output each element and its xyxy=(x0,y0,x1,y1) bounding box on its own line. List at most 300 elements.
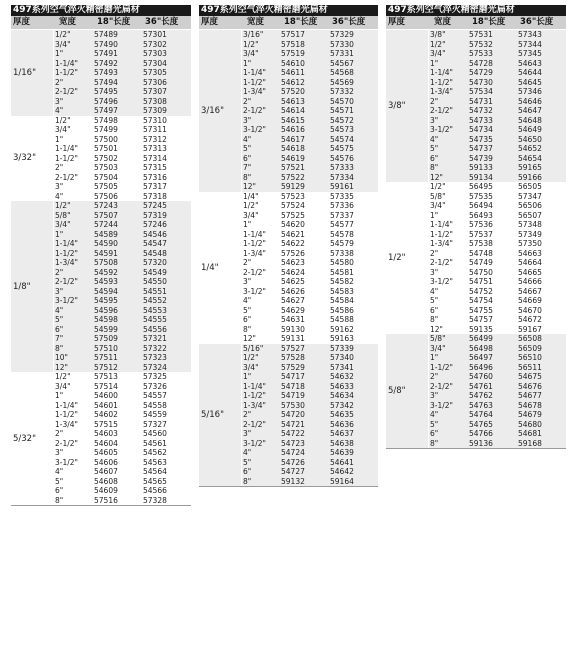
width-cell: 1-3/4" xyxy=(243,400,266,410)
table-bottom-rule xyxy=(386,448,566,449)
width-cell: 2" xyxy=(55,77,64,87)
table-row xyxy=(242,220,378,230)
width-cell: 2" xyxy=(243,258,252,267)
part-36-cell: 54677 xyxy=(518,391,542,400)
part-36-cell: 57245 xyxy=(143,201,167,210)
thickness-label: 5/16" xyxy=(199,344,242,487)
table-row xyxy=(54,163,191,173)
part-36-cell: 54648 xyxy=(518,115,542,125)
part-18-cell: 56494 xyxy=(469,201,493,210)
part-18-cell: 57489 xyxy=(94,30,118,39)
part-36-cell: 54672 xyxy=(518,315,542,324)
table-header xyxy=(199,16,378,30)
part-18-cell: 57490 xyxy=(94,39,118,49)
table-row xyxy=(242,154,378,164)
part-36-cell: 54632 xyxy=(330,372,354,381)
part-36-cell: 56506 xyxy=(518,201,542,210)
width-cell: 1/2" xyxy=(55,30,71,39)
part-18-cell: 54724 xyxy=(281,448,305,457)
width-cell: 7" xyxy=(55,334,64,343)
thickness-group xyxy=(11,30,191,116)
table-row xyxy=(54,87,191,97)
part-18-cell: 59136 xyxy=(469,438,493,448)
part-18-cell: 54599 xyxy=(94,324,118,334)
thickness-group xyxy=(386,30,566,182)
part-36-cell: 59168 xyxy=(518,438,542,448)
table-row xyxy=(429,68,566,78)
table-row xyxy=(54,154,191,164)
width-cell: 4" xyxy=(430,410,439,419)
width-header: 宽度 xyxy=(59,17,77,27)
part-18-cell: 54732 xyxy=(469,106,493,115)
width-cell: 1-3/4" xyxy=(55,419,78,429)
table-row xyxy=(429,287,566,297)
table-header xyxy=(386,16,566,30)
table-row xyxy=(429,116,566,126)
width-cell: 3/4" xyxy=(243,210,259,220)
width-cell: 1" xyxy=(55,49,64,58)
part-18-cell: 54764 xyxy=(469,410,493,419)
width-cell: 3/4" xyxy=(55,39,71,49)
thickness-group xyxy=(199,344,378,487)
part-18-cell: 54717 xyxy=(281,372,305,381)
part-18-cell: 54618 xyxy=(281,144,305,153)
table-row xyxy=(54,334,191,344)
group-rows xyxy=(429,334,566,448)
part-36-cell: 57341 xyxy=(330,362,354,372)
part-36-cell: 54642 xyxy=(330,467,354,476)
table-row xyxy=(54,97,191,107)
table-row xyxy=(242,477,378,487)
part-36-cell: 54681 xyxy=(518,429,542,438)
part-18-cell: 59133 xyxy=(469,163,493,172)
part-36-cell: 57319 xyxy=(143,210,167,220)
width-cell: 1" xyxy=(243,58,252,68)
width-cell: 1-3/4" xyxy=(430,239,453,248)
part-18-cell: 57532 xyxy=(469,39,493,49)
width-cell: 2-1/2" xyxy=(243,419,266,429)
part-36-cell: 57310 xyxy=(143,115,167,125)
part-36-cell: 54576 xyxy=(330,153,354,163)
width-cell: 1-3/4" xyxy=(243,87,266,96)
width-cell: 4" xyxy=(55,305,64,315)
part-36-cell: 54546 xyxy=(143,229,167,239)
part-18-cell: 59135 xyxy=(469,324,493,334)
table-row xyxy=(54,201,191,211)
table-row xyxy=(429,220,566,230)
width-cell: 2" xyxy=(243,96,252,106)
width-header: 宽度 xyxy=(434,17,452,27)
table-row xyxy=(54,68,191,78)
part-18-cell: 54614 xyxy=(281,106,305,115)
table-row xyxy=(242,49,378,59)
part-36-cell: 57318 xyxy=(143,191,167,201)
width-cell: 3/4" xyxy=(430,343,446,353)
table-row xyxy=(54,116,191,126)
table-row xyxy=(429,211,566,221)
part-36-cell: 57315 xyxy=(143,163,167,172)
width-cell: 3/16" xyxy=(243,30,264,39)
part-18-cell: 54602 xyxy=(94,410,118,419)
part-18-cell: 57537 xyxy=(469,229,493,239)
table-row xyxy=(242,287,378,297)
part-36-cell: 54647 xyxy=(518,106,542,115)
part-36-cell: 54553 xyxy=(143,305,167,315)
width-cell: 5/8" xyxy=(55,210,71,220)
part-18-cell: 54761 xyxy=(469,381,493,391)
part-18-cell: 57509 xyxy=(94,334,118,343)
part-36-cell: 57309 xyxy=(143,106,167,115)
table-row xyxy=(242,59,378,69)
part-18-cell: 57525 xyxy=(281,210,305,220)
part-18-cell: 57491 xyxy=(94,49,118,58)
part-18-cell: 54752 xyxy=(469,286,493,296)
part-36-cell: 57323 xyxy=(143,353,167,362)
part-18-cell: 54728 xyxy=(469,58,493,68)
table-row xyxy=(54,211,191,221)
part-18-cell: 54748 xyxy=(469,248,493,258)
width-cell: 1" xyxy=(430,210,439,220)
part-18-cell: 54765 xyxy=(469,419,493,429)
table-row xyxy=(242,363,378,373)
part-18-cell: 56497 xyxy=(469,353,493,362)
table-row xyxy=(242,458,378,468)
table-row xyxy=(54,477,191,487)
part-36-cell: 54637 xyxy=(330,429,354,438)
part-18-cell: 54629 xyxy=(281,305,305,315)
part-36-cell: 54678 xyxy=(518,400,542,410)
part-18-cell: 54620 xyxy=(281,220,305,229)
table-row xyxy=(242,268,378,278)
width-cell: 2-1/2" xyxy=(55,277,78,286)
part-18-cell: 57522 xyxy=(281,172,305,182)
width-cell: 4" xyxy=(55,191,64,201)
part-36-cell: 57322 xyxy=(143,343,167,353)
part-18-cell: 54750 xyxy=(469,267,493,277)
width-cell: 4" xyxy=(430,134,439,144)
spec-table-2 xyxy=(199,5,378,487)
width-cell: 5" xyxy=(55,476,64,486)
part-36-cell: 57345 xyxy=(518,49,542,58)
part-18-cell: 56495 xyxy=(469,182,493,191)
table-row xyxy=(242,40,378,50)
width-cell: 1-1/4" xyxy=(55,144,78,153)
table-row xyxy=(429,401,566,411)
part-18-cell: 54757 xyxy=(469,315,493,324)
part-36-cell: 54645 xyxy=(518,77,542,87)
part-18-cell: 59134 xyxy=(469,172,493,182)
thickness-group xyxy=(11,372,191,505)
part-36-cell: 57312 xyxy=(143,134,167,144)
part-18-cell: 54608 xyxy=(94,476,118,486)
length-36-header: 36"长度 xyxy=(332,17,366,27)
part-36-cell: 59161 xyxy=(330,182,354,191)
part-18-cell: 57518 xyxy=(281,39,305,49)
width-cell: 1" xyxy=(243,372,252,381)
width-cell: 2-1/2" xyxy=(55,87,78,96)
part-36-cell: 57324 xyxy=(143,362,167,372)
table-row xyxy=(429,163,566,173)
table-row xyxy=(54,315,191,325)
part-36-cell: 57246 xyxy=(143,220,167,229)
width-cell: 3-1/2" xyxy=(243,125,266,134)
part-18-cell: 57497 xyxy=(94,106,118,115)
part-18-cell: 54760 xyxy=(469,372,493,381)
width-cell: 12" xyxy=(243,182,256,191)
part-18-cell: 54589 xyxy=(94,229,118,239)
part-36-cell: 57331 xyxy=(330,49,354,58)
width-cell: 1/2" xyxy=(243,353,259,362)
part-18-cell: 54624 xyxy=(281,267,305,277)
part-18-cell: 54615 xyxy=(281,115,305,125)
part-18-cell: 57521 xyxy=(281,163,305,172)
table-row xyxy=(54,220,191,230)
table-row xyxy=(429,230,566,240)
width-cell: 6" xyxy=(55,486,64,495)
part-36-cell: 56511 xyxy=(518,362,542,372)
part-18-cell: 57507 xyxy=(94,210,118,220)
part-18-cell: 54595 xyxy=(94,296,118,305)
part-36-cell: 54579 xyxy=(330,239,354,248)
table-row xyxy=(429,192,566,202)
part-18-cell: 56496 xyxy=(469,362,493,372)
width-cell: 1-1/2" xyxy=(55,410,78,419)
part-36-cell: 56509 xyxy=(518,343,542,353)
width-cell: 3" xyxy=(430,391,439,400)
thickness-group xyxy=(386,334,566,448)
thickness-header: 厚度 xyxy=(201,17,219,27)
part-36-cell: 57302 xyxy=(143,39,167,49)
thickness-label: 5/32" xyxy=(11,372,54,505)
width-cell: 3-1/2" xyxy=(430,277,453,286)
width-cell: 8" xyxy=(55,343,64,353)
part-36-cell: 54564 xyxy=(143,467,167,476)
group-rows xyxy=(242,192,378,344)
part-36-cell: 56510 xyxy=(518,353,542,362)
part-36-cell: 54646 xyxy=(518,96,542,106)
group-rows xyxy=(242,30,378,192)
width-cell: 1/2" xyxy=(55,115,71,125)
width-cell: 3" xyxy=(430,115,439,125)
group-rows xyxy=(242,344,378,487)
width-cell: 2-1/2" xyxy=(430,381,453,391)
table-row xyxy=(54,144,191,154)
thickness-label: 1/8" xyxy=(11,201,54,372)
width-cell: 1-1/2" xyxy=(430,362,453,372)
part-36-cell: 57342 xyxy=(330,400,354,410)
part-36-cell: 57314 xyxy=(143,153,167,163)
part-36-cell: 54666 xyxy=(518,277,542,286)
part-18-cell: 57513 xyxy=(94,372,118,381)
width-cell: 2" xyxy=(430,248,439,258)
width-cell: 3/4" xyxy=(243,362,259,372)
part-18-cell: 57496 xyxy=(94,96,118,106)
part-36-cell: 57348 xyxy=(518,220,542,229)
table-row xyxy=(429,296,566,306)
part-36-cell: 57332 xyxy=(330,87,354,96)
table-row xyxy=(242,315,378,325)
table-row xyxy=(54,391,191,401)
part-18-cell: 54601 xyxy=(94,400,118,410)
group-rows xyxy=(429,30,566,182)
thickness-group xyxy=(11,201,191,372)
part-36-cell: 54652 xyxy=(518,144,542,153)
table-row xyxy=(54,239,191,249)
part-18-cell: 54763 xyxy=(469,400,493,410)
part-18-cell: 57510 xyxy=(94,343,118,353)
table-row xyxy=(429,239,566,249)
width-cell: 1" xyxy=(55,134,64,144)
width-cell: 4" xyxy=(430,286,439,296)
table-row xyxy=(242,78,378,88)
width-cell: 1-1/4" xyxy=(55,239,78,248)
part-36-cell: 54550 xyxy=(143,277,167,286)
part-18-cell: 57538 xyxy=(469,239,493,248)
table-row xyxy=(429,135,566,145)
width-cell: 2-1/2" xyxy=(55,438,78,448)
table-row xyxy=(429,30,566,40)
width-cell: 1/2" xyxy=(243,39,259,49)
part-18-cell: 54598 xyxy=(94,315,118,324)
part-36-cell: 57308 xyxy=(143,96,167,106)
table-row xyxy=(429,106,566,116)
part-18-cell: 57536 xyxy=(469,220,493,229)
part-36-cell: 57336 xyxy=(330,201,354,210)
table-row xyxy=(54,49,191,59)
part-36-cell: 57329 xyxy=(330,30,354,39)
part-36-cell: 57346 xyxy=(518,87,542,96)
part-36-cell: 56507 xyxy=(518,210,542,220)
part-36-cell: 57325 xyxy=(143,372,167,381)
part-36-cell: 54667 xyxy=(518,286,542,296)
table-row xyxy=(429,268,566,278)
part-18-cell: 57243 xyxy=(94,201,118,210)
part-18-cell: 54739 xyxy=(469,153,493,163)
part-18-cell: 54737 xyxy=(469,144,493,153)
width-cell: 3-1/2" xyxy=(430,125,453,134)
part-36-cell: 54665 xyxy=(518,267,542,277)
table-row xyxy=(429,410,566,420)
width-cell: 1-1/4" xyxy=(243,68,266,77)
part-36-cell: 54556 xyxy=(143,324,167,334)
table-row xyxy=(242,429,378,439)
table-row xyxy=(54,458,191,468)
part-36-cell: 54633 xyxy=(330,381,354,391)
part-36-cell: 57330 xyxy=(330,39,354,49)
table-bottom-rule xyxy=(11,505,191,506)
group-rows xyxy=(54,201,191,372)
part-18-cell: 57244 xyxy=(94,220,118,229)
table-row xyxy=(54,192,191,202)
part-36-cell: 54634 xyxy=(330,391,354,400)
part-18-cell: 54617 xyxy=(281,134,305,144)
width-cell: 3" xyxy=(243,277,252,286)
width-cell: 1-1/2" xyxy=(243,391,266,400)
table-row xyxy=(429,277,566,287)
part-18-cell: 57534 xyxy=(469,87,493,96)
part-18-cell: 54721 xyxy=(281,419,305,429)
width-cell: 2" xyxy=(55,163,64,172)
part-36-cell: 54649 xyxy=(518,125,542,134)
table-row xyxy=(54,467,191,477)
part-18-cell: 54751 xyxy=(469,277,493,286)
part-36-cell: 54664 xyxy=(518,258,542,267)
width-cell: 2" xyxy=(55,267,64,277)
thickness-group xyxy=(11,116,191,202)
width-cell: 1" xyxy=(55,391,64,400)
part-18-cell: 54755 xyxy=(469,305,493,315)
table-row xyxy=(429,182,566,192)
table-title: 497系列空气淬火精密磨光扁材 xyxy=(11,5,191,16)
part-36-cell: 57338 xyxy=(330,248,354,258)
part-18-cell: 54604 xyxy=(94,438,118,448)
part-36-cell: 54663 xyxy=(518,248,542,258)
width-cell: 3" xyxy=(55,448,64,457)
table-row xyxy=(54,268,191,278)
table-row xyxy=(242,230,378,240)
width-cell: 3" xyxy=(55,286,64,296)
part-18-cell: 59130 xyxy=(281,324,305,334)
table-row xyxy=(429,40,566,50)
part-18-cell: 54734 xyxy=(469,125,493,134)
width-cell: 6" xyxy=(430,153,439,163)
width-cell: 1-1/4" xyxy=(55,400,78,410)
part-36-cell: 57333 xyxy=(330,163,354,172)
part-36-cell: 54578 xyxy=(330,229,354,239)
table-row xyxy=(429,315,566,325)
length-36-header: 36"长度 xyxy=(145,17,179,27)
table-row xyxy=(242,173,378,183)
part-18-cell: 54612 xyxy=(281,77,305,87)
table-row xyxy=(242,382,378,392)
part-36-cell: 57337 xyxy=(330,210,354,220)
table-title: 497系列空气淬火精密磨光扁材 xyxy=(386,5,566,16)
part-36-cell: 57344 xyxy=(518,39,542,49)
part-36-cell: 54635 xyxy=(330,410,354,419)
table-row xyxy=(429,306,566,316)
part-36-cell: 54675 xyxy=(518,372,542,381)
part-18-cell: 54594 xyxy=(94,286,118,296)
table-row xyxy=(54,448,191,458)
group-rows xyxy=(429,182,566,334)
part-18-cell: 54625 xyxy=(281,277,305,286)
width-cell: 3" xyxy=(430,267,439,277)
part-36-cell: 54552 xyxy=(143,296,167,305)
width-cell: 3/4" xyxy=(55,220,71,229)
table-row xyxy=(242,135,378,145)
table-row xyxy=(429,353,566,363)
width-cell: 12" xyxy=(430,172,443,182)
part-18-cell: 57492 xyxy=(94,58,118,68)
thickness-label: 5/8" xyxy=(386,334,429,448)
part-36-cell: 57327 xyxy=(143,419,167,429)
part-18-cell: 57508 xyxy=(94,258,118,267)
width-cell: 1/2" xyxy=(55,201,71,210)
part-18-cell: 57503 xyxy=(94,163,118,172)
part-36-cell: 54581 xyxy=(330,267,354,277)
part-18-cell: 57530 xyxy=(281,400,305,410)
part-36-cell: 57311 xyxy=(143,125,167,134)
length-18-header: 18"长度 xyxy=(284,17,318,27)
part-18-cell: 54723 xyxy=(281,438,305,448)
part-36-cell: 57303 xyxy=(143,49,167,58)
part-18-cell: 54731 xyxy=(469,96,493,106)
table-row xyxy=(54,125,191,135)
part-18-cell: 54590 xyxy=(94,239,118,248)
part-18-cell: 59129 xyxy=(281,182,305,191)
part-36-cell: 54676 xyxy=(518,381,542,391)
table-row xyxy=(429,334,566,344)
